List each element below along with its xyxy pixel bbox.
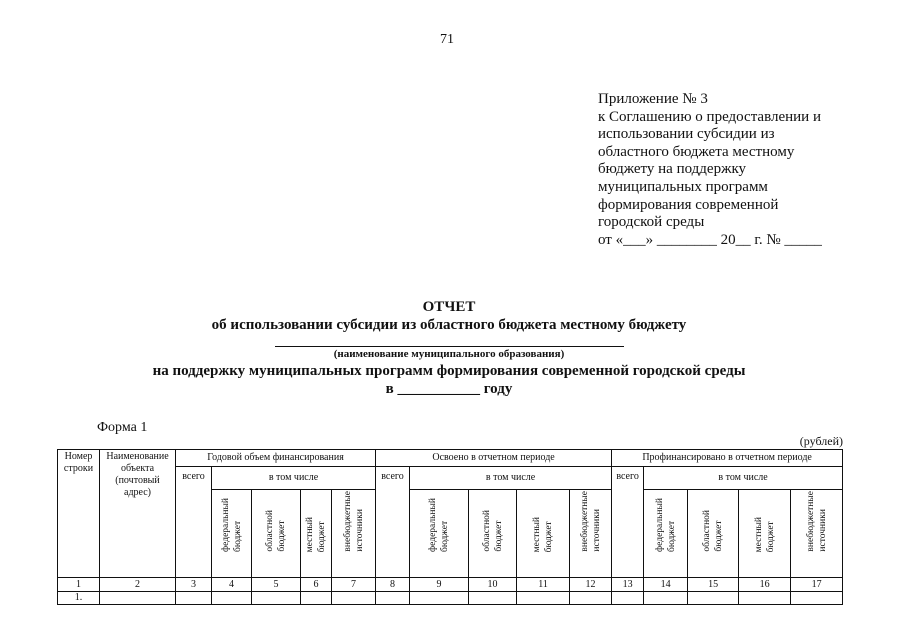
header-row-subgroups <box>58 467 843 490</box>
row-number-cell: 1. <box>58 592 100 605</box>
source-label: внебюджетные источники <box>342 491 365 552</box>
total-header: всего <box>612 467 644 578</box>
source-label: федеральный бюджет <box>654 498 677 552</box>
including-header: в том числе <box>212 467 376 490</box>
source-header-local <box>517 490 570 578</box>
total-header: всего <box>376 467 410 578</box>
source-header-regional <box>252 490 301 578</box>
table-cell <box>517 592 570 605</box>
source-header-federal <box>212 490 252 578</box>
municipality-blank-line <box>275 334 624 347</box>
source-header-regional <box>469 490 517 578</box>
table-cell <box>570 592 612 605</box>
report-heading <box>0 298 898 398</box>
column-number: 17 <box>791 578 843 592</box>
source-label: федеральный бюджет <box>220 498 243 552</box>
column-number: 12 <box>570 578 612 592</box>
including-header: в том числе <box>644 467 843 490</box>
source-header-local <box>301 490 332 578</box>
column-number: 15 <box>688 578 739 592</box>
appendix-line: областного бюджета местному <box>598 143 795 160</box>
source-header-extrabudgetary <box>791 490 843 578</box>
object-name-header: Наименование объекта (почтовый адрес) <box>100 450 176 578</box>
appendix-block <box>598 91 843 249</box>
source-header-extrabudgetary <box>570 490 612 578</box>
page-number: 71 <box>440 32 454 47</box>
column-number: 4 <box>212 578 252 592</box>
header-row-groups <box>58 450 843 467</box>
report-period: в ___________ году <box>385 381 513 397</box>
report-table <box>57 449 843 605</box>
column-number: 1 <box>58 578 100 592</box>
row-number-header: Номер строки <box>58 450 100 578</box>
group-header-mastered: Освоено в отчетном периоде <box>376 450 612 467</box>
source-label: областной бюджет <box>481 510 504 552</box>
group-header-financed: Профинансировано в отчетном периоде <box>612 450 843 467</box>
table-cell <box>644 592 688 605</box>
appendix-line: к Соглашению о предоставлении и <box>598 108 821 125</box>
column-number: 5 <box>252 578 301 592</box>
source-header-regional <box>688 490 739 578</box>
source-header-extrabudgetary <box>332 490 376 578</box>
table-cell <box>739 592 791 605</box>
source-label: внебюджетные источники <box>805 491 828 552</box>
table-row <box>58 592 843 605</box>
source-header-federal <box>410 490 469 578</box>
source-header-federal <box>644 490 688 578</box>
form-label: Форма 1 <box>97 420 148 435</box>
municipality-caption: (наименование муниципального образования) <box>333 348 565 360</box>
column-number: 8 <box>376 578 410 592</box>
table-cell <box>212 592 252 605</box>
source-label: внебюджетные источники <box>579 491 602 552</box>
column-number: 16 <box>739 578 791 592</box>
column-number: 9 <box>410 578 469 592</box>
table-cell <box>612 592 644 605</box>
appendix-date-line: от «___» ________ 20__ г. № _____ <box>598 231 822 248</box>
table-cell <box>332 592 376 605</box>
table-cell <box>252 592 301 605</box>
source-label: федеральный бюджет <box>428 498 451 552</box>
column-number: 10 <box>469 578 517 592</box>
appendix-line: Приложение № 3 <box>598 91 708 107</box>
column-number: 13 <box>612 578 644 592</box>
appendix-line: бюджету на поддержку <box>598 161 747 178</box>
total-header: всего <box>176 467 212 578</box>
source-label: областной бюджет <box>265 510 287 552</box>
column-number-row <box>58 578 843 592</box>
column-number: 14 <box>644 578 688 592</box>
appendix-line: использовании субсидии из <box>598 126 775 143</box>
table-cell <box>100 592 176 605</box>
table-cell <box>469 592 517 605</box>
including-header: в том числе <box>410 467 612 490</box>
appendix-line: городской среды <box>598 214 705 231</box>
column-number: 7 <box>332 578 376 592</box>
appendix-line: муниципальных программ <box>598 178 768 195</box>
source-label: местный бюджет <box>753 516 776 552</box>
source-label: местный бюджет <box>532 516 555 552</box>
table-cell <box>376 592 410 605</box>
table-cell <box>176 592 212 605</box>
group-header-annual-funding: Годовой объем финансирования <box>176 450 376 467</box>
source-label: областной бюджет <box>702 510 725 552</box>
report-title: ОТЧЕТ <box>422 299 476 315</box>
source-header-local <box>739 490 791 578</box>
column-number: 6 <box>301 578 332 592</box>
report-subtitle: об использовании субсидии из областного бюджета местному бюджету <box>211 317 687 333</box>
column-number: 2 <box>100 578 176 592</box>
table-cell <box>791 592 843 605</box>
column-number: 3 <box>176 578 212 592</box>
column-number: 11 <box>517 578 570 592</box>
table-cell <box>410 592 469 605</box>
source-label: местный бюджет <box>305 516 327 552</box>
table-cell <box>688 592 739 605</box>
appendix-line: формирования современной <box>598 196 779 213</box>
table-cell <box>301 592 332 605</box>
report-purpose: на поддержку муниципальных программ формирования современной городской среды <box>152 363 746 379</box>
units-label: (рублей) <box>799 434 843 448</box>
